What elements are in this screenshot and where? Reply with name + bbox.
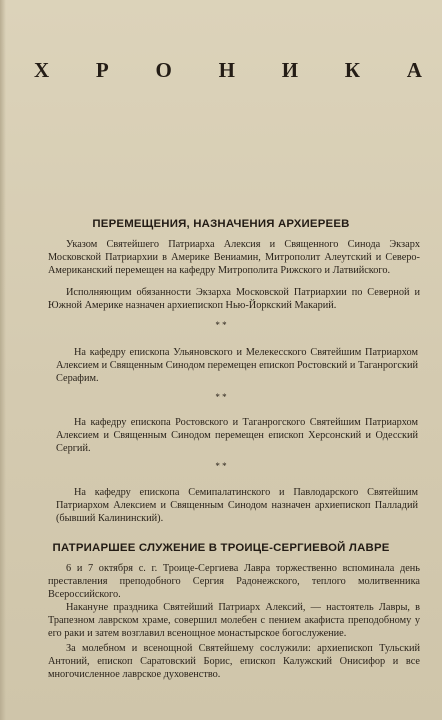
paragraph: Исполняющим обязанности Экзарха Московской Патриархии по Северной и Южной Америке назначен архиепископ Нью-Йоркский Макарий. [48,287,420,312]
header-letter: Х [34,58,52,82]
paragraph: Указом Святейшего Патриарха Алексия и Священного Синода Экзарх Московской Патриархии в Америке Вениамин, Митрополит Алеутский и Северо-Американский перемещен на кафедру Митрополита Рижского и Латвийского. [48,239,420,277]
paragraph: На кафедру епископа Семипалатинского и Павлодарского Святейшим Патриархом Алексием и Священным Синодом назначен архиепископ Палладий (бывший Калининский). [56,487,418,525]
paragraph: На кафедру епископа Ульяновского и Мелекесского Святейшим Патриархом Алексием и Священным Синодом перемещен епископ Ростовский и Таганрогский Серафим. [56,347,418,385]
header-letter: И [281,58,301,82]
separator-asterisks: * * [215,320,227,330]
header-letter: О [155,58,174,82]
section-title-appointments: ПЕРЕМЕЩЕНИЯ, НАЗНАЧЕНИЯ АРХИЕРЕЕВ [92,218,350,230]
paragraph: Накануне праздника Святейший Патриарх Алексий, — настоятель Лавры, в Трапезном лаврском храме, совершил молебен с пением акафиста преподобному у его раки и затем возглавил всенощное монастырское богослужение. [48,602,420,640]
header-letter: Н [218,58,237,82]
page-header-chronicle [34,58,424,83]
separator-asterisks: * * [215,461,227,471]
separator-asterisks: * * [215,392,227,402]
paragraph: За молебном и всенощной Святейшему сослужили: архиепископ Тульский Антоний, епископ Саратовский Борис, епископ Калужский Онисифор и все многочисленное лаврское духовенство. [48,643,420,681]
header-letter: К [344,58,363,82]
header-letter: Р [95,58,111,82]
header-letter: А [406,58,424,82]
paragraph: 6 и 7 октября с. г. Троице-Сергиева Лавра торжественно вспоминала день преставления преподобного Сергия Радонежского, теплого молитвенника Всероссийского. [48,563,420,601]
section-title-lavra: ПАТРИАРШЕЕ СЛУЖЕНИЕ В ТРОИЦЕ-СЕРГИЕВОЙ ЛАВРЕ [52,542,390,554]
paragraph: На кафедру епископа Ростовского и Таганрогского Святейшим Патриархом Алексием и Священным Синодом перемещен епископ Херсонский и Одесский Сергий. [56,417,418,455]
